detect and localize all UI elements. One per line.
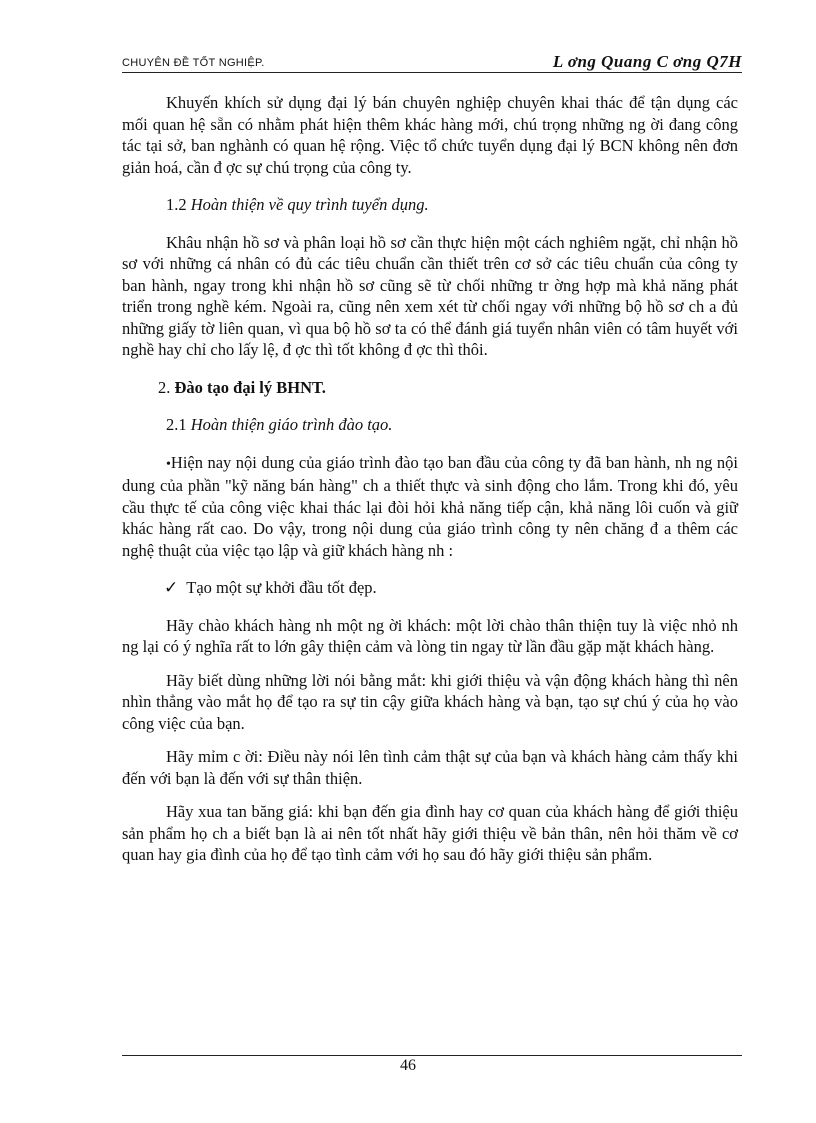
paragraph-greeting: Hãy chào khách hàng nh một ng ời khách: một lời chào thân thiện tuy là việc nhỏ nh ng lại có ý nghĩa rất to lớn gây thiện cảm và lòng tin ngay từ lần đầu gặp mặt khách hàng.: [122, 615, 738, 656]
bullet-icon: •: [166, 456, 171, 472]
paragraph-recruitment-process: Khâu nhận hồ sơ và phân loại hồ sơ cần thực hiện một cách nghiêm ngặt, chỉ nhận hồ sơ với những cá nhân có đủ các tiêu chuẩn cần thiết trên cơ sở các tiêu chuẩn của công ty ban hành, ngay trong khi nhận hồ sơ cũng sẽ từ chối những tr ờng hợp mà khả năng phát triển trong nghề kém. Ngoài ra, cũng nên xem xét từ chối ngay với những bộ hồ sơ ch a đủ những giấy tờ liên quan, vì qua bộ hồ sơ ta có thể đánh giá tuyển nhân viên có tâm huyết với nghề hay chỉ cho lấy lệ, đ ợc thì tốt không đ ợc thì thôi.: [122, 232, 738, 359]
paragraph-training-curriculum: [122, 452, 738, 562]
section-title: Đào tạo đại lý BHNT.: [174, 377, 326, 397]
page-number: 46: [400, 1057, 416, 1074]
document-title: CHUYÊN ĐỀ TỐT NGHIỆP.: [122, 57, 265, 69]
checklist-item-text: Tạo một sự khởi đầu tốt đẹp.: [186, 578, 377, 597]
paragraph-text: Hiện nay nội dung của giáo trình đào tạo ban đầu của công ty đã ban hành, nh ng nội dung của phần "kỹ năng bán hàng" ch a thiết thực và sinh động cho lắm. Trong khi đó, yêu cầu thực tế của công việc khai thác lại đòi hỏi khả năng tiếp cận, khả năng lôi cuốn và giữ khác hàng rất cao. Do vậy, trong nội dung của giáo trình công ty nên chăng đ a thêm các nghệ thuật của việc tạo lập và giữ khách hàng nh :: [122, 452, 738, 560]
section-number: 2.1: [166, 415, 187, 434]
section-title: Hoàn thiện về quy trình tuyển dụng.: [190, 195, 429, 214]
checklist-item: [122, 577, 738, 599]
section-heading-2: [122, 377, 738, 399]
paragraph-agent-recruitment: Khuyến khích sử dụng đại lý bán chuyên nghiệp chuyên khai thác để tận dụng các mối quan hệ sẵn có nhằm phát hiện thêm khác hàng mới, chú trọng những ng ời đang công tác tại sở, ban nghành có quan hệ rộng. Việc tổ chức tuyển dụng đại lý BCN không nên đơn giản hoá, cần đ ợc sự chú trọng của công ty.: [122, 93, 738, 177]
page-body: [122, 92, 738, 866]
section-heading-1-2: [122, 194, 738, 216]
checkmark-icon: ✓: [164, 578, 179, 597]
paragraph-smile: Hãy mỉm c ời: Điều này nói lên tình cảm thật sự của bạn và khách hàng cảm thấy khi đến với bạn là đến với sự thân thiện.: [122, 747, 738, 788]
section-title: Hoàn thiện giáo trình đào tạo.: [190, 415, 393, 434]
page-header: [122, 48, 742, 73]
paragraph-break-ice: Hãy xua tan băng giá: khi bạn đến gia đình hay cơ quan của khách hàng để giới thiệu sản phẩm họ ch a biết bạn là ai nên tốt nhất hãy giới thiệu về bản thân, nên hỏi thăm về cơ quan hay gia đình của họ để tạo tình cảm với họ sau đó hãy giới thiệu sản phẩm.: [122, 802, 738, 864]
section-number: 2.: [158, 377, 171, 397]
footer-divider: [122, 1055, 742, 1056]
paragraph-eye-contact: Hãy biết dùng những lời nói bằng mắt: khi giới thiệu và vận động khách hàng thì nên nhìn thẳng vào mắt họ để tạo ra sự tin cậy giữa khách hàng và bạn, tạo sự chú ý của họ vào công việc của bạn.: [122, 670, 738, 733]
author-name: L ơng Quang C ơng Q7H: [552, 52, 742, 71]
section-heading-2-1: [122, 414, 738, 436]
section-number: 1.2: [166, 195, 187, 214]
